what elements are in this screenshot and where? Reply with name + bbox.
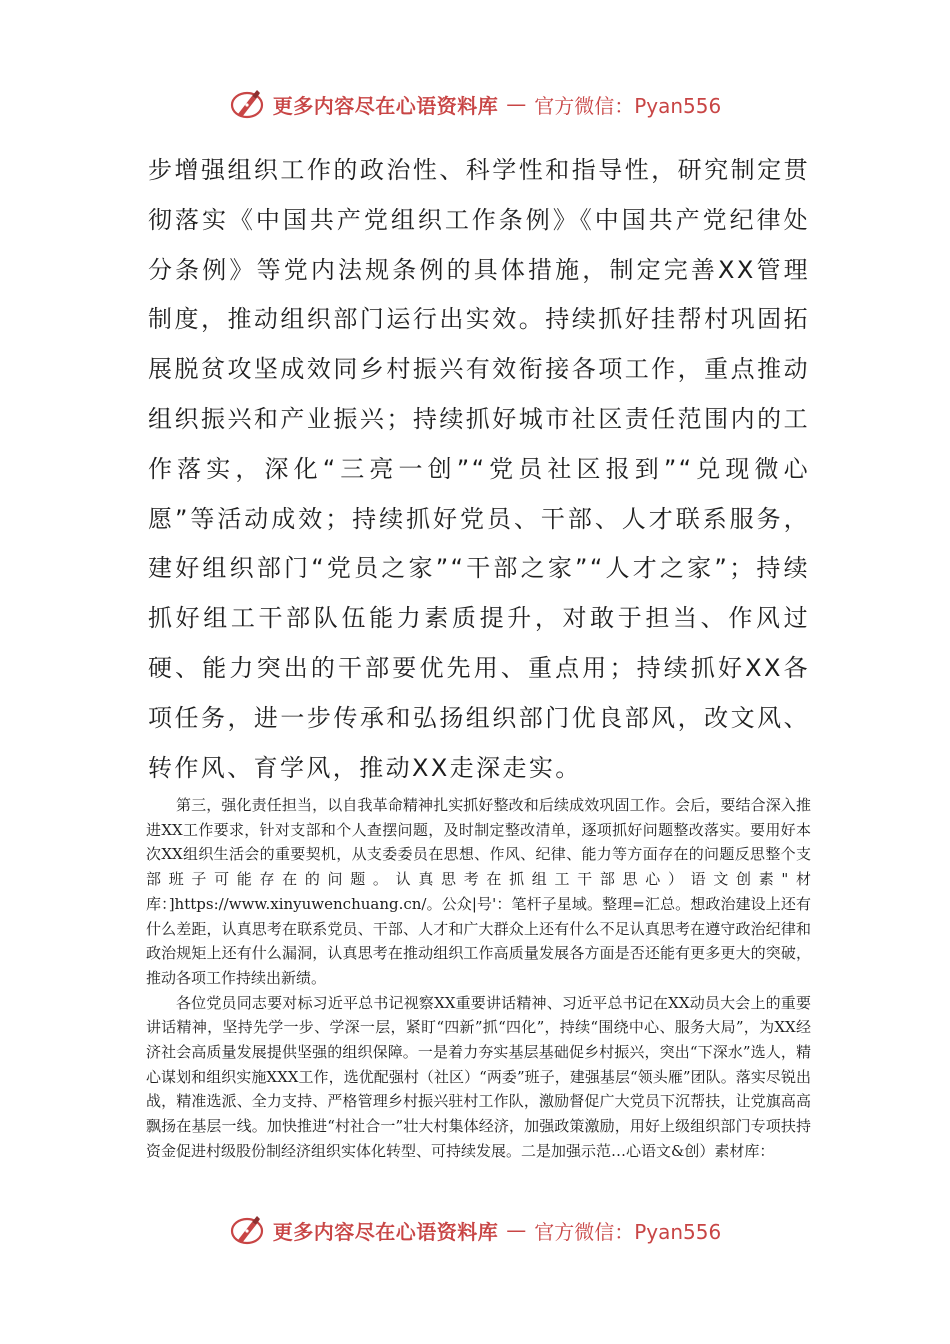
watermark-contact: 官方微信：Pyan556 — [534, 1219, 722, 1244]
footer-watermark — [0, 1208, 950, 1252]
pen-nib-logo-icon — [229, 86, 265, 122]
watermark-site-text: 更多内容尽在心语资料库 — [272, 93, 499, 118]
watermark-separator: — — [506, 1218, 527, 1242]
paragraph-party-members: 各位党员同志要对标习近平总书记视察XX重要讲话精神、习近平总书记在XX动员大会上的重要讲话精神，坚持先学一步、学深一层，紧盯“四新”抓“四化”，持续“围绕中心、服务大局”，为XX经济社会高质量发展提供坚强的组织保障。一是着力夯实基层基础促乡村振兴，突出“下深水”选人，精心谋划和组织实施XXX工作，选优配强村（社区）“两委”班子，建强基层“领头雁”团队。落实尽锐出战，精准选派、全力支持、严格管理乡村振兴驻村工作队，激励督促广大党员下沉帮扶，让党旗高高飘扬在基层一线。加快推进“村社合一”壮大村集体经济，加强政策激励，用好上级组织部门专项扶持资金促进村级股份制经济组织实体化转型、可持续发展。二是加强示范…心语文&创）素材库： — [146, 993, 811, 1160]
watermark-separator: — — [506, 92, 527, 116]
small-text-block — [146, 793, 811, 1164]
pen-nib-logo-icon — [229, 1212, 265, 1248]
header-watermark — [0, 82, 950, 126]
watermark-site-text: 更多内容尽在心语资料库 — [272, 1219, 499, 1244]
paragraph-third-point: 第三，强化责任担当，以自我革命精神扎实抓好整改和后续成效巩固工作。会后，要结合深入推进XX工作要求，针对支部和个人查摆问题，及时制定整改清单，逐项抓好问题整改落实。要用好本次XX组织生活会的重要契机，从支委委员在思想、作风、纪律、能力等方面存在的问题反思整个支部班子可能存在的问题。认真思考在抓组工干部思心）语文创素"材库：]https://www.xinyuwenchuang.cn/。公众|号'：笔杆子星域。整理=汇总。想政治建设上还有什么差距，认真思考在联系党员、干部、人才和广大群众上还有什么不足认真思考在遵守政治纪律和政治规矩上还有什么漏洞，认真思考在推动组织工作高质量发展各方面是否还能有更多更大的突破，推动各项工作持续出新绩。 — [146, 796, 811, 987]
watermark-contact: 官方微信：Pyan556 — [534, 93, 722, 118]
large-paragraph: 步增强组织工作的政治性、科学性和指导性，研究制定贯彻落实《中国共产党组织工作条例》《中国共产党纪律处分条例》等党内法规条例的具体措施，制定完善XX管理制度，推动组织部门运行出实效。持续抓好挂帮村巩固拓展脱贫攻坚成效同乡村振兴有效衔接各项工作，重点推动组织振兴和产业振兴；持续抓好城市社区责任范围内的工作落实，深化“三亮一创”“党员社区报到”“兑现微心愿”等活动成效；持续抓好党员、干部、人才联系服务，建好组织部门“党员之家”“干部之家”“人才之家”；持续抓好组工干部队伍能力素质提升，对敢于担当、作风过硬、能力突出的干部要优先用、重点用；持续抓好XX各项任务，进一步传承和弘扬组织部门优良部风，改文风、转作风、育学风，推动XX走深走实。 — [148, 156, 810, 782]
